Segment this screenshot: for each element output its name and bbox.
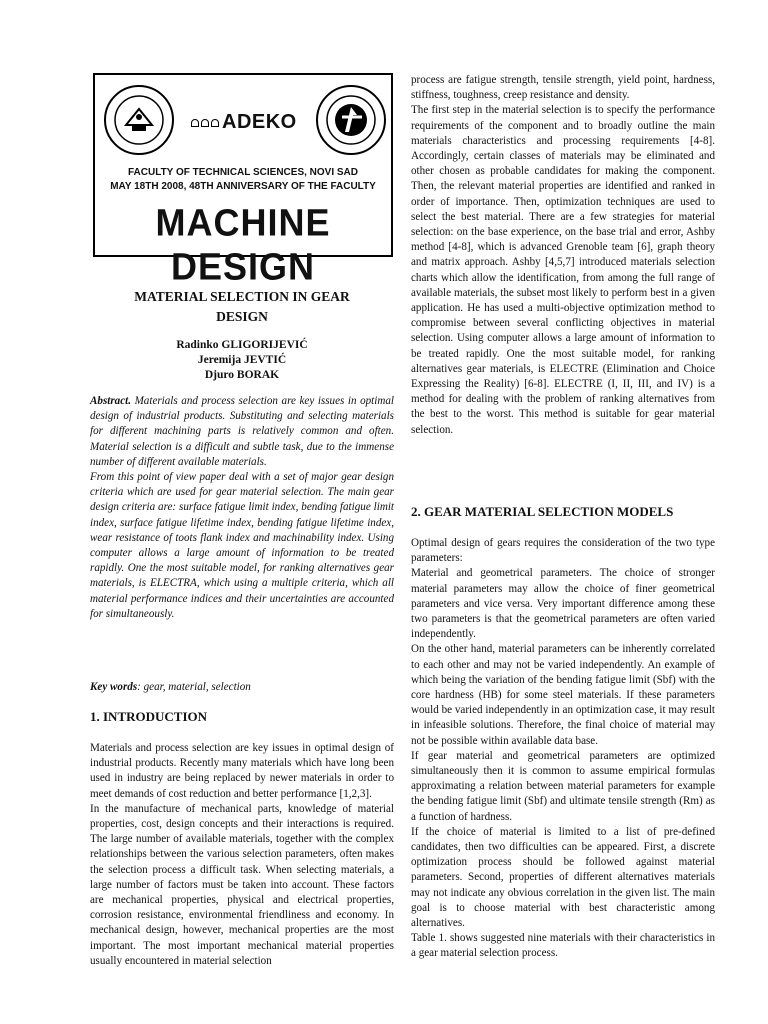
keywords-text: : gear, material, selection xyxy=(137,681,251,693)
body-paragraph: If the choice of material is limited to a list of pre-defined candidates, then two difficulties can be appeared. First, a discrete optimization process should be followed against material parameters. Second, properties of different alternatives materials may not indicate any obvious correlation in the given list. The main goal is to choose material with best characteristic among alternatives. xyxy=(411,825,715,930)
conference-banner xyxy=(93,73,393,289)
introduction-continued xyxy=(411,73,715,438)
introduction-body xyxy=(90,741,394,969)
abstract-paragraph: From this point of view paper deal with a set of major gear design criteria which are used for gear material selection. The main gear design criteria are: surface fatigue limit index, bending fatigue limit index, surface fatigue lifetime index, bending fatigue lifetime index, wear resistance of toots flank index and machinability index. Using computer allows a large amount of information to be treated rapidly. One the most suitable model, for ranking alternatives gear materials, is ELECTRA, which using a multiple criteria, which all material performance indices and their uncertainties are accounted for simultaneously. xyxy=(90,471,394,620)
body-paragraph: Optimal design of gears requires the consideration of the two type parameters: xyxy=(411,537,715,565)
author-list xyxy=(90,338,394,383)
body-paragraph: Materials and process selection are key issues in optimal design of industrial products. Recently many materials which have long been used in industry are being replaced by newer materials in order to meet demands of cost reduction and better performance [1,2,3]. xyxy=(90,742,394,800)
body-paragraph: In the manufacture of mechanical parts, knowledge of material properties, cost, design concepts and their interactions is required. The large number of available materials, together with the complex relationships between the various selection parameters, often makes the selection process a difficult task. When selecting materials, a large number of factors must be taken into account. These factors are mechanical properties, physical and electrical properties, corrosion resistance, environmental friendliness and economy. In mechanical design, however, mechanical properties are the most important. The most important mechanical material properties usually encountered in material selection xyxy=(90,802,394,967)
keywords-label: Key words xyxy=(90,681,138,693)
adeko-logo-text: ADEKO xyxy=(222,111,297,133)
abstract xyxy=(90,394,394,622)
body-paragraph: Material and geometrical parameters. The choice of stronger material parameters may allow the choice of finer geometrical parameters and vice versa. Very important difference among these two parameters is that the geometrical parameters are often varied independently. xyxy=(411,567,715,641)
section-heading: 2. GEAR MATERIAL SELECTION MODELS xyxy=(411,504,674,519)
faculty-seal-icon xyxy=(316,85,386,155)
abstract-paragraph xyxy=(90,394,394,470)
section-heading: 1. INTRODUCTION xyxy=(90,709,208,724)
conference-title: MACHINE DESIGN xyxy=(155,200,331,289)
author-name: Radinko GLIGORIJEVIĆ xyxy=(176,339,308,351)
author-name: Djuro BORAK xyxy=(204,369,280,381)
body-paragraph: process are fatigue strength, tensile strength, yield point, hardness, stiffness, toughness, creep resistance and density. xyxy=(411,74,715,102)
university-seal-icon xyxy=(104,85,174,155)
section-two-body xyxy=(411,536,715,962)
body-paragraph: If gear material and geometrical parameters are optimized simultaneously then it is common to assume empirical formulas approximating a relation between material parameters for example the bending fatigue limit (Sbf) and ultimate tensile strength (Rm) as a function of hardness. xyxy=(411,749,715,823)
body-paragraph: On the other hand, material parameters can be inherently correlated to each other and may not be varied independently. An example of which being the variation of the bending fatigue limit (Sbf) with the core hardness (HB) for some steel materials. If these parameters would be varied independently in an optimization case, it may result in infeasible solutions. Therefore, the final choice of material may not be possible within available data base. xyxy=(411,643,715,747)
paper-title-line: MATERIAL SELECTION IN GEAR xyxy=(134,289,350,304)
paper-title xyxy=(90,287,394,327)
paper-title-line: DESIGN xyxy=(216,309,268,324)
faculty-line: FACULTY OF TECHNICAL SCIENCES, NOVI SAD xyxy=(127,167,359,178)
author-name: Jeremija JEVTIĆ xyxy=(197,354,287,366)
anniversary-line: MAY 18TH 2008, 48TH ANNIVERSARY OF THE FACULTY xyxy=(110,181,376,192)
adeko-logo xyxy=(191,111,297,134)
abstract-text: Materials and process selection are key issues in optimal design of industrial products. Substituting and selecting materials for different machining parts is relatively common and often. Material selection is a difficult and subtle task, due to the immense number of different available materials. xyxy=(90,395,394,468)
body-paragraph: The first step in the material selection is to specify the performance requirements of the component and to broadly outline the main materials characteristics and processing requirements [4-8]. Accordingly, certain classes of materials may be eliminated and other chosen as probable candidates for making the component. Then, the relevant material properties are identified and ranked in order of importance. Then, optimization techniques are used to select the best material. There are a few strategies for material selection: on the base experience, on the base trial and error, Ashby method [4-8], which is advanced Grenoble team [6], graph theory and matrix approach. Ashby [4,5,7] introduced materials selection charts which allow the identification, from among the full range of available materials, the subset most likely to perform best in a given application. He has used a multi-objective optimization method to compromise between several conflicting objectives in material selection. Using computer allows a large amount of information to be treated rapidly. One the most suitable model, for ranking alternatives gear materials, is ELECTRE (Elimination and Choice Expressing the Reality) [6-8]. ELECTRE (I, II, III, and IV) is a method for dealing with the problem of ranking alternatives from the best to the worst. This method is suitable for gear material selection. xyxy=(411,104,715,436)
body-paragraph: Table 1. shows suggested nine materials with their characteristics in a gear material selection process. xyxy=(411,932,715,960)
abstract-label: Abstract. xyxy=(90,395,131,407)
keywords xyxy=(90,680,394,695)
adeko-mark-icon xyxy=(191,119,219,127)
